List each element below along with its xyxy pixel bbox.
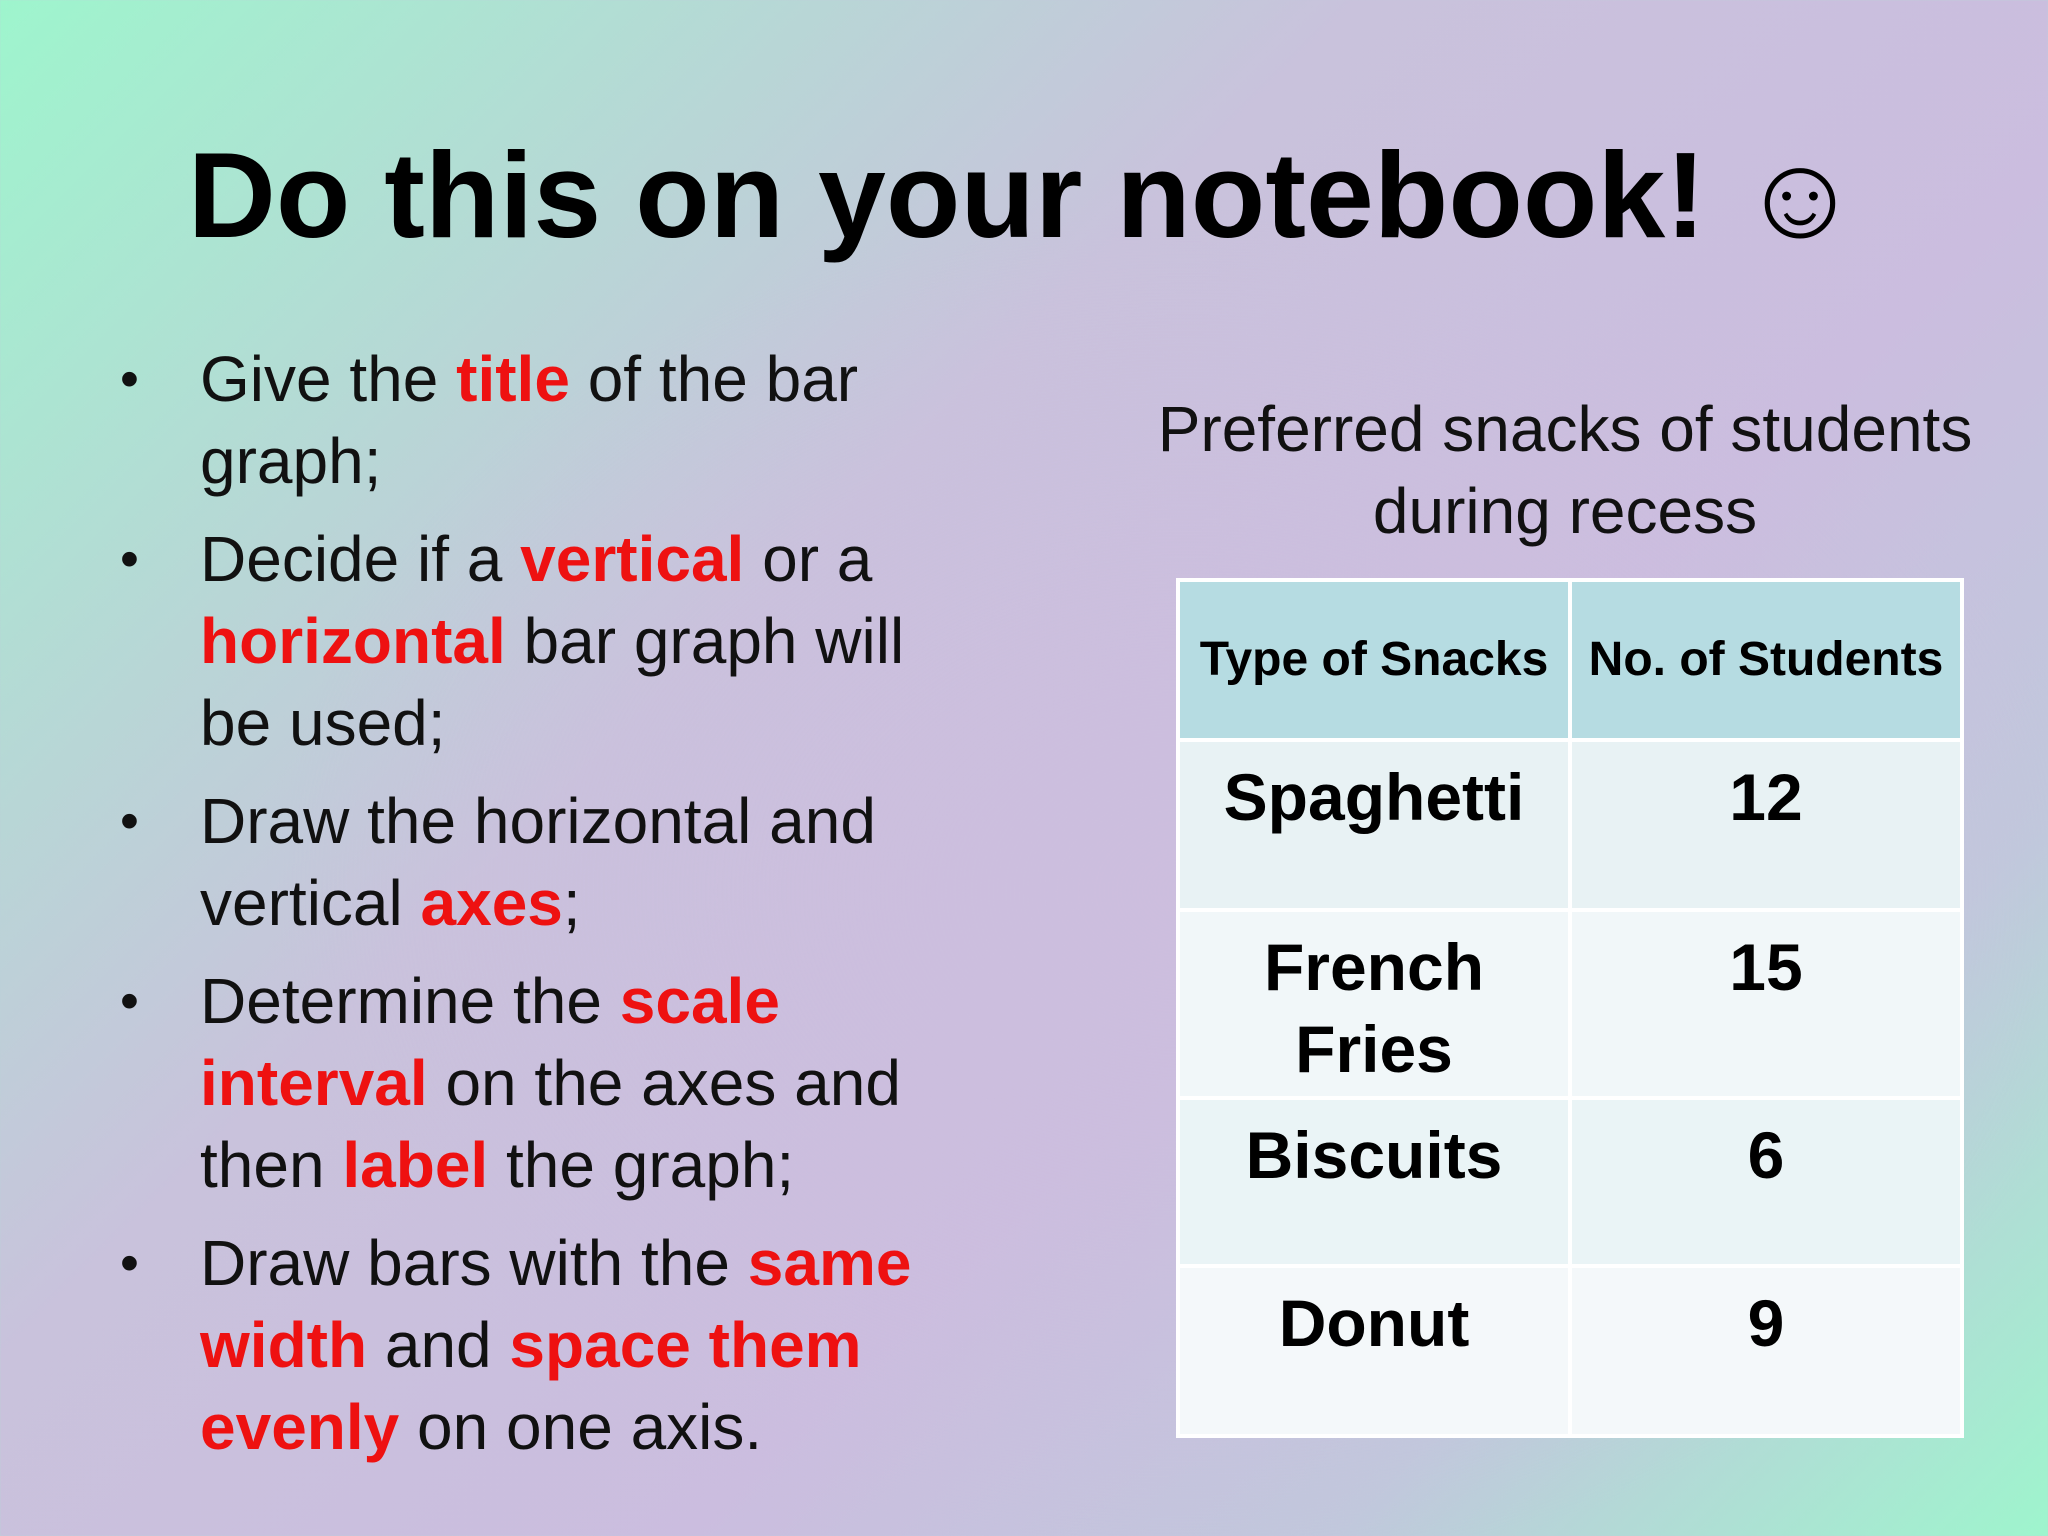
highlighted-term: horizontal [200, 605, 506, 677]
instruction-text: Give the [200, 343, 457, 415]
bullet-icon: • [120, 349, 139, 409]
table-caption: Preferred snacks of students during recess [1157, 393, 1973, 547]
bullet-icon: • [120, 529, 139, 589]
instruction-text: Draw bars with the [200, 1227, 748, 1299]
highlighted-term: axes [420, 867, 563, 939]
instruction-text: on the axes and then [200, 1047, 901, 1201]
student-count-cell: 15 [1570, 910, 1962, 1098]
instruction-text: on one axis. [399, 1391, 763, 1463]
snack-table [1176, 578, 1964, 1438]
highlighted-term: space them evenly [200, 1309, 862, 1463]
table-header-row [1178, 580, 1962, 740]
header-type-of-snacks: Type of Snacks [1178, 580, 1570, 740]
instruction-item [120, 960, 980, 1206]
instruction-item [120, 780, 980, 944]
instruction-list [120, 338, 980, 1484]
instruction-text: and [367, 1309, 510, 1381]
slide-title [0, 128, 2048, 263]
bullet-icon: • [120, 1233, 139, 1293]
table-row [1178, 1098, 1962, 1266]
bullet-icon: • [120, 971, 139, 1031]
instruction-text: or a [744, 523, 873, 595]
instruction-text: of the bar graph; [200, 343, 859, 497]
snack-name-cell: Biscuits [1178, 1098, 1570, 1266]
snack-name-cell: Donut [1178, 1266, 1570, 1436]
highlighted-term: scale interval [200, 965, 780, 1119]
instruction-text: bar graph will be used; [200, 605, 905, 759]
student-count-cell: 12 [1570, 740, 1962, 910]
student-count-cell: 6 [1570, 1098, 1962, 1266]
highlighted-term: title [456, 343, 570, 415]
slide-title-text: Do this on your notebook! [187, 127, 1706, 263]
table-row [1178, 1266, 1962, 1436]
instruction-text: Decide if a [200, 523, 521, 595]
snack-name-cell: French Fries [1178, 910, 1570, 1098]
header-no-of-students: No. of Students [1570, 580, 1962, 740]
instruction-item [120, 338, 980, 502]
instruction-text: the graph; [488, 1129, 795, 1201]
highlighted-term: vertical [520, 523, 745, 595]
highlighted-term: label [342, 1129, 489, 1201]
instruction-item [120, 1222, 980, 1468]
instruction-text: ; [562, 867, 581, 939]
table-row [1178, 910, 1962, 1098]
instruction-text: Determine the [200, 965, 620, 1037]
instruction-text: Draw the horizontal and vertical [200, 785, 876, 939]
snack-name-cell: Spaghetti [1178, 740, 1570, 910]
student-count-cell: 9 [1570, 1266, 1962, 1436]
bullet-icon: • [120, 791, 139, 851]
smiley-face-icon: ☺ [1739, 131, 1861, 263]
instruction-item [120, 518, 980, 764]
table-row [1178, 740, 1962, 910]
highlighted-term: same width [200, 1227, 912, 1381]
